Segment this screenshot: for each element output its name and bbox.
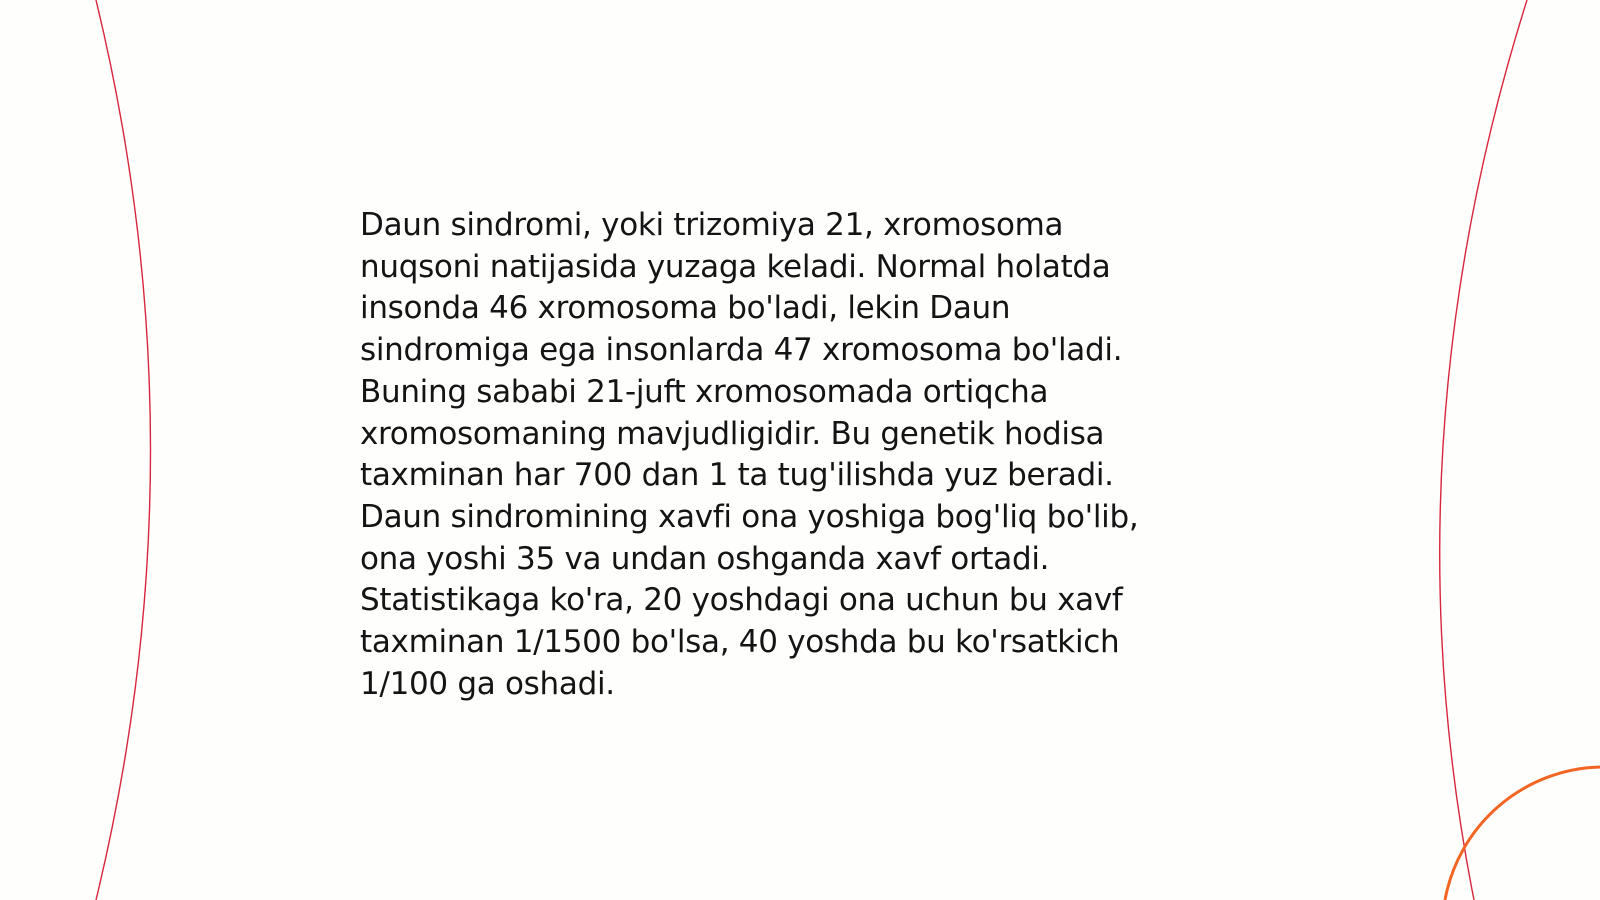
left-curve-line bbox=[96, 0, 151, 900]
body-text: Daun sindromi, yoki trizomiya 21, xromosoma nuqsoni natijasida yuzaga keladi. Normal holatda insonda 46 xromosoma bo'ladi, lekin Daun sindromiga ega insonlarda 47 xromosoma bo'ladi. Buning sababi 21-juft xromosomada ortiqcha xromosomaning mavjudligidir. Bu genetik hodisa taxminan har 700 dan 1 ta tug'ilishda yuz beradi. Daun sindromining xavfi ona yoshiga bog'liq bo'lib, ona yoshi 35 va undan oshganda xavf ortadi. Statistikaga ko'ra, 20 yoshdagi ona uchun bu xavf taxminan 1/1500 bo'lsa, 40 yoshda bu ko'rsatkich 1/100 ga oshadi. bbox=[360, 207, 1139, 702]
accent-arc bbox=[1445, 767, 1600, 900]
right-curve-line bbox=[1440, 0, 1527, 900]
